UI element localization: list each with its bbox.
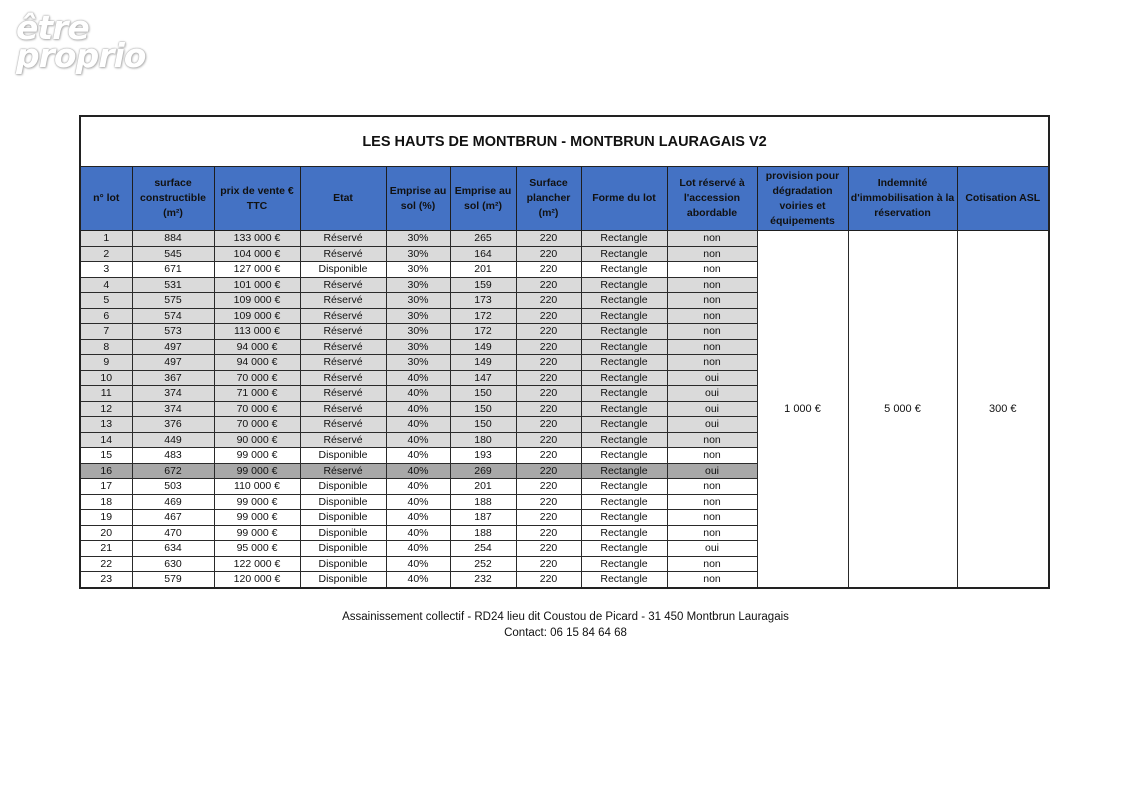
cell-emprise-m2: 149 <box>450 355 516 371</box>
header-surface: surface constructible (m²) <box>132 167 214 231</box>
cell-price: 113 000 € <box>214 324 300 340</box>
cell-emprise-m2: 201 <box>450 479 516 495</box>
shared-cotisation-cell: 300 € <box>957 231 1049 588</box>
cell-accession: non <box>667 448 757 464</box>
cell-emprise-m2: 265 <box>450 231 516 247</box>
cell-accession: non <box>667 432 757 448</box>
brand-logo-line1: être <box>16 8 89 47</box>
cell-emprise-pct: 40% <box>386 448 450 464</box>
cell-emprise-pct: 40% <box>386 370 450 386</box>
cell-accession: non <box>667 339 757 355</box>
cell-emprise-pct: 40% <box>386 479 450 495</box>
cell-etat: Réservé <box>300 293 386 309</box>
cell-surface: 634 <box>132 541 214 557</box>
cell-accession: oui <box>667 541 757 557</box>
cell-emprise-pct: 40% <box>386 463 450 479</box>
cell-emprise-m2: 188 <box>450 494 516 510</box>
cell-surface: 483 <box>132 448 214 464</box>
header-emprise-pct: Emprise au sol (%) <box>386 167 450 231</box>
cell-price: 99 000 € <box>214 448 300 464</box>
cell-emprise-pct: 40% <box>386 510 450 526</box>
header-cotisation: Cotisation ASL <box>957 167 1049 231</box>
cell-lot: 18 <box>80 494 132 510</box>
cell-surface: 374 <box>132 401 214 417</box>
cell-etat: Disponible <box>300 556 386 572</box>
cell-price: 70 000 € <box>214 401 300 417</box>
cell-forme: Rectangle <box>581 417 667 433</box>
cell-surface: 449 <box>132 432 214 448</box>
cell-emprise-pct: 30% <box>386 277 450 293</box>
cell-lot: 8 <box>80 339 132 355</box>
cell-emprise-pct: 30% <box>386 339 450 355</box>
cell-etat: Réservé <box>300 339 386 355</box>
cell-forme: Rectangle <box>581 448 667 464</box>
cell-forme: Rectangle <box>581 494 667 510</box>
cell-forme: Rectangle <box>581 432 667 448</box>
brand-logo-line2: proprio <box>16 36 146 75</box>
cell-lot: 3 <box>80 262 132 278</box>
cell-emprise-pct: 30% <box>386 293 450 309</box>
cell-etat: Réservé <box>300 355 386 371</box>
cell-plancher: 220 <box>516 246 581 262</box>
cell-etat: Réservé <box>300 370 386 386</box>
cell-plancher: 220 <box>516 572 581 588</box>
cell-price: 99 000 € <box>214 463 300 479</box>
cell-accession: non <box>667 277 757 293</box>
cell-accession: non <box>667 262 757 278</box>
footer-contact: Contact: 06 15 84 64 68 <box>504 627 627 639</box>
header-forme: Forme du lot <box>581 167 667 231</box>
brand-logo <box>16 8 156 75</box>
cell-emprise-pct: 40% <box>386 541 450 557</box>
cell-plancher: 220 <box>516 262 581 278</box>
cell-forme: Rectangle <box>581 386 667 402</box>
cell-forme: Rectangle <box>581 572 667 588</box>
cell-accession: non <box>667 324 757 340</box>
header-plancher: Surface plancher (m²) <box>516 167 581 231</box>
cell-price: 99 000 € <box>214 494 300 510</box>
cell-emprise-pct: 40% <box>386 494 450 510</box>
cell-price: 122 000 € <box>214 556 300 572</box>
cell-price: 95 000 € <box>214 541 300 557</box>
cell-etat: Disponible <box>300 510 386 526</box>
cell-price: 94 000 € <box>214 339 300 355</box>
cell-emprise-pct: 30% <box>386 308 450 324</box>
cell-surface: 497 <box>132 339 214 355</box>
cell-price: 99 000 € <box>214 510 300 526</box>
cell-plancher: 220 <box>516 386 581 402</box>
cell-plancher: 220 <box>516 231 581 247</box>
header-lot: n° lot <box>80 167 132 231</box>
cell-forme: Rectangle <box>581 510 667 526</box>
cell-surface: 579 <box>132 572 214 588</box>
cell-surface: 531 <box>132 277 214 293</box>
cell-surface: 374 <box>132 386 214 402</box>
cell-emprise-m2: 254 <box>450 541 516 557</box>
cell-price: 99 000 € <box>214 525 300 541</box>
cell-plancher: 220 <box>516 401 581 417</box>
header-price: prix de vente € TTC <box>214 167 300 231</box>
cell-plancher: 220 <box>516 541 581 557</box>
cell-price: 90 000 € <box>214 432 300 448</box>
cell-emprise-m2: 187 <box>450 510 516 526</box>
cell-emprise-pct: 40% <box>386 386 450 402</box>
cell-price: 110 000 € <box>214 479 300 495</box>
cell-plancher: 220 <box>516 277 581 293</box>
cell-etat: Réservé <box>300 246 386 262</box>
cell-forme: Rectangle <box>581 556 667 572</box>
cell-etat: Disponible <box>300 525 386 541</box>
cell-emprise-m2: 252 <box>450 556 516 572</box>
cell-etat: Réservé <box>300 324 386 340</box>
cell-lot: 22 <box>80 556 132 572</box>
cell-etat: Réservé <box>300 308 386 324</box>
cell-surface: 672 <box>132 463 214 479</box>
cell-plancher: 220 <box>516 293 581 309</box>
cell-etat: Disponible <box>300 494 386 510</box>
cell-accession: oui <box>667 401 757 417</box>
cell-plancher: 220 <box>516 339 581 355</box>
cell-forme: Rectangle <box>581 525 667 541</box>
cell-accession: oui <box>667 370 757 386</box>
cell-forme: Rectangle <box>581 479 667 495</box>
cell-surface: 470 <box>132 525 214 541</box>
shared-indemnite-cell: 5 000 € <box>848 231 957 588</box>
cell-price: 104 000 € <box>214 246 300 262</box>
cell-accession: oui <box>667 417 757 433</box>
cell-forme: Rectangle <box>581 463 667 479</box>
cell-emprise-pct: 30% <box>386 324 450 340</box>
cell-surface: 574 <box>132 308 214 324</box>
cell-emprise-m2: 193 <box>450 448 516 464</box>
cell-etat: Disponible <box>300 541 386 557</box>
cell-forme: Rectangle <box>581 246 667 262</box>
cell-lot: 17 <box>80 479 132 495</box>
cell-emprise-m2: 201 <box>450 262 516 278</box>
shared-provision-cell: 1 000 € <box>757 231 848 588</box>
cell-accession: non <box>667 494 757 510</box>
cell-surface: 469 <box>132 494 214 510</box>
cell-forme: Rectangle <box>581 355 667 371</box>
cell-etat: Disponible <box>300 479 386 495</box>
cell-etat: Réservé <box>300 277 386 293</box>
cell-plancher: 220 <box>516 370 581 386</box>
lots-table <box>79 115 1050 589</box>
cell-lot: 13 <box>80 417 132 433</box>
cell-price: 127 000 € <box>214 262 300 278</box>
cell-lot: 16 <box>80 463 132 479</box>
cell-surface: 503 <box>132 479 214 495</box>
cell-accession: non <box>667 556 757 572</box>
cell-forme: Rectangle <box>581 262 667 278</box>
cell-price: 70 000 € <box>214 417 300 433</box>
cell-surface: 671 <box>132 262 214 278</box>
cell-surface: 545 <box>132 246 214 262</box>
cell-emprise-m2: 149 <box>450 339 516 355</box>
cell-etat: Disponible <box>300 572 386 588</box>
cell-emprise-pct: 30% <box>386 231 450 247</box>
cell-lot: 7 <box>80 324 132 340</box>
cell-plancher: 220 <box>516 479 581 495</box>
cell-lot: 15 <box>80 448 132 464</box>
cell-emprise-pct: 40% <box>386 556 450 572</box>
cell-forme: Rectangle <box>581 324 667 340</box>
cell-emprise-pct: 30% <box>386 246 450 262</box>
cell-price: 120 000 € <box>214 572 300 588</box>
cell-emprise-m2: 173 <box>450 293 516 309</box>
cell-surface: 367 <box>132 370 214 386</box>
cell-etat: Disponible <box>300 448 386 464</box>
cell-lot: 2 <box>80 246 132 262</box>
cell-etat: Réservé <box>300 231 386 247</box>
cell-lot: 20 <box>80 525 132 541</box>
header-etat: Etat <box>300 167 386 231</box>
cell-price: 94 000 € <box>214 355 300 371</box>
cell-emprise-pct: 40% <box>386 572 450 588</box>
cell-plancher: 220 <box>516 432 581 448</box>
cell-plancher: 220 <box>516 308 581 324</box>
cell-plancher: 220 <box>516 448 581 464</box>
cell-price: 133 000 € <box>214 231 300 247</box>
cell-surface: 575 <box>132 293 214 309</box>
lots-sheet <box>79 115 1048 589</box>
cell-lot: 14 <box>80 432 132 448</box>
cell-surface: 497 <box>132 355 214 371</box>
cell-emprise-m2: 269 <box>450 463 516 479</box>
cell-emprise-m2: 159 <box>450 277 516 293</box>
footer-address: Assainissement collectif - RD24 lieu dit Coustou de Picard - 31 450 Montbrun Lauragais <box>342 611 789 623</box>
cell-emprise-pct: 40% <box>386 432 450 448</box>
cell-emprise-m2: 232 <box>450 572 516 588</box>
cell-emprise-pct: 30% <box>386 262 450 278</box>
table-row <box>80 231 1049 247</box>
cell-price: 109 000 € <box>214 308 300 324</box>
cell-etat: Réservé <box>300 417 386 433</box>
cell-price: 109 000 € <box>214 293 300 309</box>
cell-emprise-pct: 40% <box>386 417 450 433</box>
cell-forme: Rectangle <box>581 277 667 293</box>
cell-forme: Rectangle <box>581 370 667 386</box>
cell-lot: 11 <box>80 386 132 402</box>
cell-forme: Rectangle <box>581 401 667 417</box>
cell-plancher: 220 <box>516 355 581 371</box>
cell-accession: non <box>667 510 757 526</box>
cell-accession: non <box>667 572 757 588</box>
cell-forme: Rectangle <box>581 339 667 355</box>
cell-emprise-m2: 172 <box>450 308 516 324</box>
cell-lot: 10 <box>80 370 132 386</box>
cell-emprise-pct: 40% <box>386 525 450 541</box>
cell-plancher: 220 <box>516 556 581 572</box>
cell-forme: Rectangle <box>581 231 667 247</box>
cell-emprise-m2: 172 <box>450 324 516 340</box>
cell-emprise-m2: 164 <box>450 246 516 262</box>
cell-emprise-pct: 30% <box>386 355 450 371</box>
header-accession: Lot réservé à l'accession abordable <box>667 167 757 231</box>
cell-lot: 23 <box>80 572 132 588</box>
cell-etat: Réservé <box>300 463 386 479</box>
cell-price: 71 000 € <box>214 386 300 402</box>
header-emprise-m2: Emprise au sol (m²) <box>450 167 516 231</box>
cell-emprise-m2: 180 <box>450 432 516 448</box>
cell-emprise-m2: 150 <box>450 386 516 402</box>
cell-emprise-m2: 150 <box>450 417 516 433</box>
cell-emprise-m2: 188 <box>450 525 516 541</box>
header-row <box>80 167 1049 231</box>
cell-accession: non <box>667 308 757 324</box>
cell-accession: non <box>667 479 757 495</box>
cell-surface: 376 <box>132 417 214 433</box>
cell-accession: oui <box>667 463 757 479</box>
cell-etat: Réservé <box>300 386 386 402</box>
cell-price: 101 000 € <box>214 277 300 293</box>
cell-lot: 9 <box>80 355 132 371</box>
cell-accession: oui <box>667 386 757 402</box>
cell-surface: 573 <box>132 324 214 340</box>
cell-etat: Réservé <box>300 401 386 417</box>
cell-surface: 467 <box>132 510 214 526</box>
cell-lot: 6 <box>80 308 132 324</box>
table-title: LES HAUTS DE MONTBRUN - MONTBRUN LAURAGAIS V2 <box>80 116 1049 167</box>
cell-emprise-m2: 150 <box>450 401 516 417</box>
cell-etat: Réservé <box>300 432 386 448</box>
cell-forme: Rectangle <box>581 308 667 324</box>
cell-etat: Disponible <box>300 262 386 278</box>
header-provision: provision pour dégradation voiries et équipements <box>757 167 848 231</box>
cell-accession: non <box>667 293 757 309</box>
cell-plancher: 220 <box>516 494 581 510</box>
footer <box>0 609 1131 641</box>
cell-accession: non <box>667 355 757 371</box>
cell-plancher: 220 <box>516 525 581 541</box>
cell-accession: non <box>667 525 757 541</box>
cell-accession: non <box>667 246 757 262</box>
cell-lot: 19 <box>80 510 132 526</box>
cell-lot: 1 <box>80 231 132 247</box>
cell-emprise-m2: 147 <box>450 370 516 386</box>
cell-surface: 884 <box>132 231 214 247</box>
cell-lot: 21 <box>80 541 132 557</box>
header-indemnite: Indemnité d'immobilisation à la réservation <box>848 167 957 231</box>
cell-forme: Rectangle <box>581 541 667 557</box>
cell-plancher: 220 <box>516 324 581 340</box>
cell-lot: 4 <box>80 277 132 293</box>
cell-price: 70 000 € <box>214 370 300 386</box>
cell-accession: non <box>667 231 757 247</box>
cell-forme: Rectangle <box>581 293 667 309</box>
cell-plancher: 220 <box>516 510 581 526</box>
cell-surface: 630 <box>132 556 214 572</box>
cell-lot: 12 <box>80 401 132 417</box>
cell-plancher: 220 <box>516 417 581 433</box>
cell-plancher: 220 <box>516 463 581 479</box>
cell-emprise-pct: 40% <box>386 401 450 417</box>
cell-lot: 5 <box>80 293 132 309</box>
table-body <box>80 231 1049 588</box>
